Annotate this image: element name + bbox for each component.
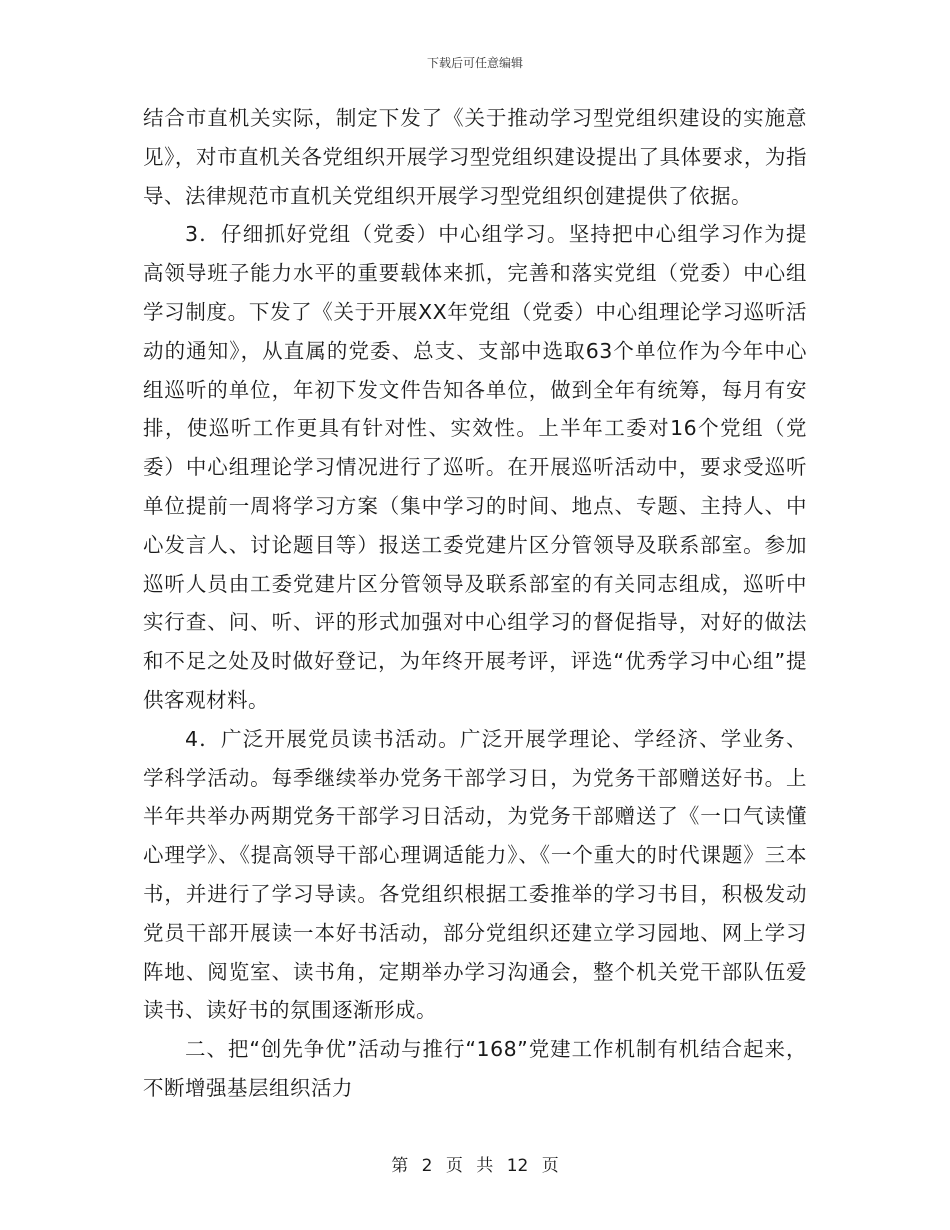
section-heading-2: 二、把“创先争优”活动与推行“168”党建工作机制有机结合起来，不断增强基层组织活力 xyxy=(143,1037,807,1100)
footer-suffix: 页 xyxy=(541,1156,559,1176)
paragraph-continuation: 结合市直机关实际，制定下发了《关于推动学习型党组织建设的实施意见》，对市直机关各党组织开展学习型党组织建设提出了具体要求，为指导、法律规范市直机关党组织开展学习型党组织创建提供了依据。 xyxy=(143,106,807,208)
page-header: 下载后可任意编辑 xyxy=(426,56,523,70)
footer-total-word: 共 xyxy=(476,1156,494,1176)
paragraph-item-3: 3．仔细抓好党组（党委）中心组学习。坚持把中心组学习作为提高领导班子能力水平的重要载体来抓，完善和落实党组（党委）中心组学习制度。下发了《关于开展XX年党组（党委）中心组理论学习巡听活动的通知》，从直属的党委、总支、支部中选取63个单位作为今年中心组巡听的单位，年初下发文件告知各单位，做到全年有统筹，每月有安排，使巡听工作更具有针对性、实效性。上半年工委对16个党组（党委）中心组理论学习情况进行了巡听。在开展巡听活动中，要求受巡听单位提前一周将学习方案（集中学习的时间、地点、专题、主持人、中心发言人、讨论题目等）报送工委党建片区分管领导及联系部室。参加巡听人员由工委党建片区分管领导及联系部室的有关同志组成，巡听中实行查、问、听、评的形式加强对中心组学习的督促指导，对好的做法和不足之处及时做好登记，为年终开展考评，评选“优秀学习中心组”提供客观材料。 xyxy=(143,222,807,712)
current-page-number: 2 xyxy=(421,1156,433,1176)
paragraph-item-4: 4．广泛开展党员读书活动。广泛开展学理论、学经济、学业务、学科学活动。每季继续举办党务干部学习日，为党务干部赠送好书。上半年共举办两期党务干部学习日活动，为党务干部赠送了《一口气读懂心理学》、《提高领导干部心理调适能力》、《一个重大的时代课题》三本书，并进行了学习导读。各党组织根据工委推举的学习书目，积极发动党员干部开展读一本好书活动，部分党组织还建立学习园地、网上学习阵地、阅览室、读书角，定期举办学习沟通会，整个机关党干部队伍爱读书、读好书的氛围逐渐形成。 xyxy=(143,726,807,1023)
page-footer xyxy=(0,1151,950,1176)
document-body xyxy=(143,99,807,1108)
footer-prefix: 第 xyxy=(391,1156,409,1176)
total-page-count: 12 xyxy=(506,1156,529,1176)
footer-page-word: 页 xyxy=(445,1156,463,1176)
